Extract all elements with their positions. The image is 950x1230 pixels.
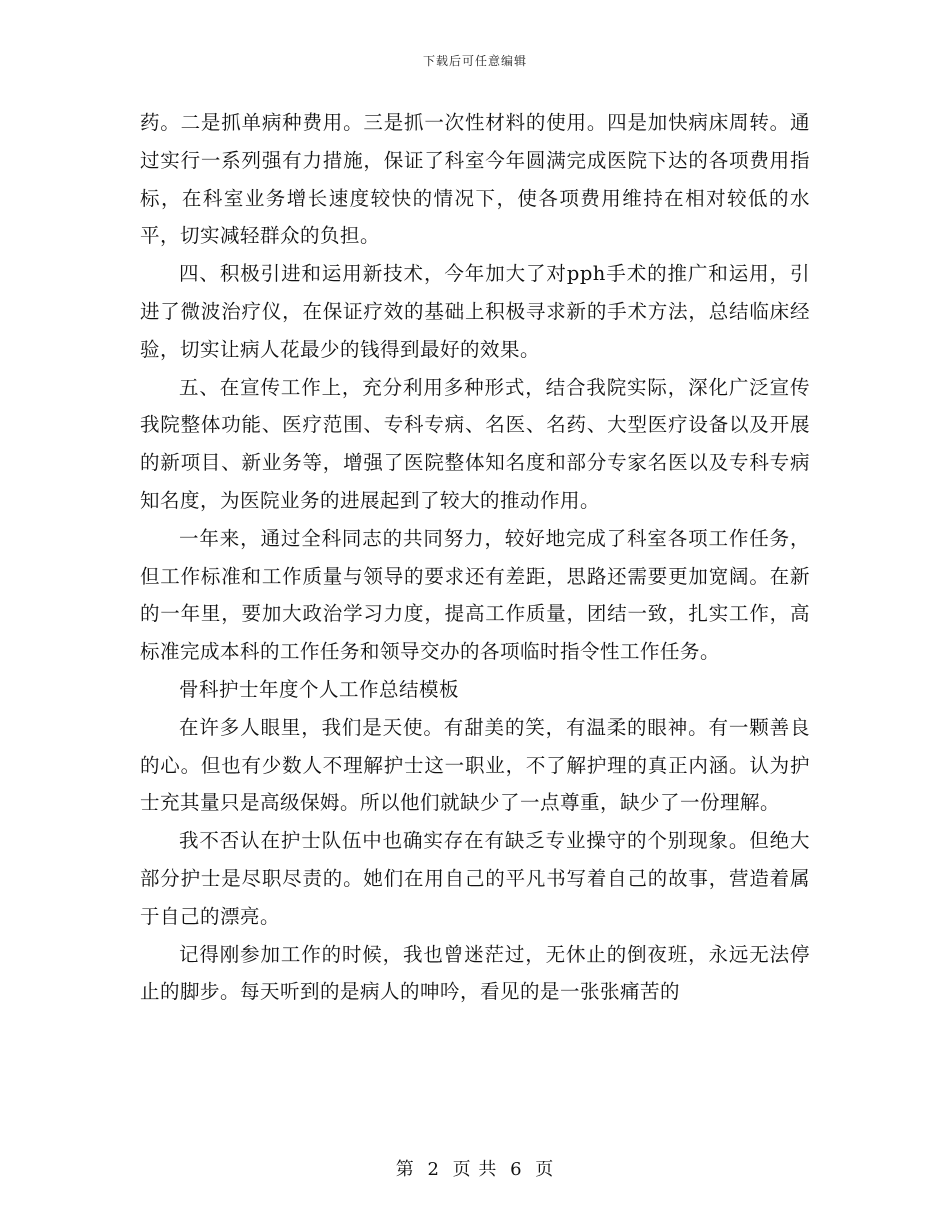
- paragraph-2: 四、积极引进和运用新技术，今年加大了对pph手术的推广和运用，引进了微波治疗仪，在保证疗效的基础上积极寻求新的手术方法，总结临床经验，切实让病人花最少的钱得到最好的效果。: [140, 262, 810, 361]
- section-title: 骨科护士年度个人工作总结模板: [179, 677, 460, 701]
- footer-prefix: 第: [395, 1159, 415, 1180]
- document-body: [140, 104, 810, 1011]
- total-pages-number: 6: [510, 1159, 523, 1180]
- page-header: 下载后可任意编辑: [422, 54, 527, 68]
- paragraph-4: 一年来，通过全科同志的共同努力，较好地完成了科室各项工作任务，但工作标准和工作质量与领导的要求还有差距，思路还需要更加宽阔。在新的一年里，要加大政治学习力度，提高工作质量，团结一致，扎实工作，高标准完成本科的工作任务和领导交办的各项临时指令性工作任务。: [140, 526, 810, 664]
- paragraph-6: 在许多人眼里，我们是天使。有甜美的笑，有温柔的眼神。有一颗善良的心。但也有少数人不理解护士这一职业，不了解护理的真正内涵。认为护士充其量只是高级保姆。所以他们就缺少了一点尊重，缺少了一份理解。: [140, 715, 810, 815]
- footer-suffix: 页: [535, 1159, 555, 1180]
- paragraph-1: 药。二是抓单病种费用。三是抓一次性材料的使用。四是加快病床周转。通过实行一系列强有力措施，保证了科室今年圆满完成医院下达的各项费用指标，在科室业务增长速度较快的情况下，使各项费用维持在相对较低的水平，切实减轻群众的负担。: [140, 111, 810, 248]
- page-footer: [0, 1155, 950, 1181]
- paragraph-7: 我不否认在护士队伍中也确实存在有缺乏专业操守的个别现象。但绝大部分护士是尽职尽责的。她们在用自己的平凡书写着自己的故事，营造着属于自己的漂亮。: [140, 829, 810, 928]
- footer-middle: 页 共: [452, 1159, 498, 1180]
- paragraph-8: 记得刚参加工作的时候，我也曾迷茫过，无休止的倒夜班，永远无法停止的脚步。每天听到的是病人的呻吟，看见的是一张张痛苦的: [140, 942, 810, 1004]
- paragraph-3: 五、在宣传工作上，充分利用多种形式，结合我院实际，深化广泛宣传我院整体功能、医疗范围、专科专病、名医、名药、大型医疗设备以及开展的新项目、新业务等，增强了医院整体知名度和部分专家名医以及专科专病知名度，为医院业务的进展起到了较大的推动作用。: [140, 375, 810, 512]
- current-page-number: 2: [427, 1159, 440, 1180]
